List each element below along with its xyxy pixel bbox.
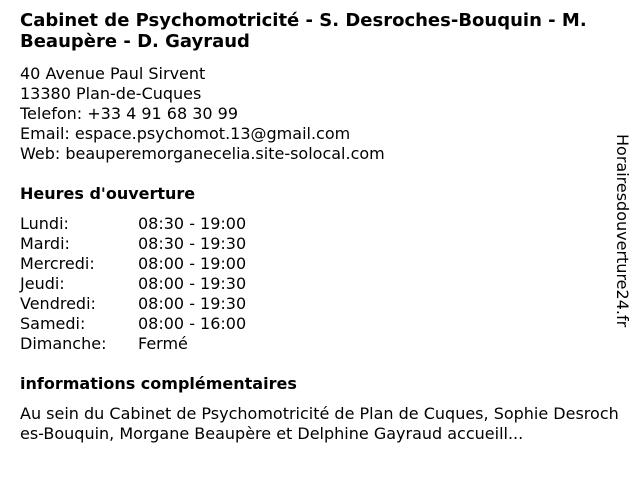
phone-line: Telefon: +33 4 91 68 30 99 <box>20 104 239 123</box>
hours-row-lundi <box>20 214 340 234</box>
info-heading: informations complémentaires <box>20 374 297 393</box>
page-title: Cabinet de Psychomotricité - S. Desroches-Bouquin - M. Beaupère - D. Gayraud <box>20 10 587 52</box>
email-line: Email: espace.psychomot.13@gmail.com <box>20 124 351 143</box>
day-hours: 08:00 - 19:30 <box>138 294 247 313</box>
day-label: Mardi: <box>20 234 70 253</box>
hours-row-dimanche <box>20 334 340 354</box>
day-label: Samedi: <box>20 314 86 333</box>
hours-row-vendredi <box>20 294 340 314</box>
address-street: 40 Avenue Paul Sirvent <box>20 64 206 83</box>
hours-row-mercredi <box>20 254 340 274</box>
site-watermark: Horairesdouverture24.fr <box>613 134 632 328</box>
info-description: Au sein du Cabinet de Psychomotricité de Plan de Cuques, Sophie Desroches-Bouquin, Morgane Beaupère et Delphine Gayraud accueill... <box>20 404 619 443</box>
day-label: Vendredi: <box>20 294 96 313</box>
day-label: Mercredi: <box>20 254 95 273</box>
hours-row-samedi <box>20 314 340 334</box>
opening-hours-table <box>20 214 340 354</box>
day-hours: 08:00 - 19:00 <box>138 254 247 273</box>
hours-row-jeudi <box>20 274 340 294</box>
contact-block <box>20 64 385 164</box>
hours-row-mardi <box>20 234 340 254</box>
day-hours: 08:00 - 16:00 <box>138 314 247 333</box>
day-label: Dimanche: <box>20 334 107 353</box>
hours-heading: Heures d'ouverture <box>20 184 196 203</box>
address-city: 13380 Plan-de-Cuques <box>20 84 202 103</box>
day-label: Jeudi: <box>20 274 65 293</box>
day-label: Lundi: <box>20 214 69 233</box>
day-hours: 08:00 - 19:30 <box>138 274 247 293</box>
day-hours: Fermé <box>138 334 188 353</box>
day-hours: 08:30 - 19:30 <box>138 234 247 253</box>
web-line: Web: beauperemorganecelia.site-solocal.com <box>20 144 385 163</box>
day-hours: 08:30 - 19:00 <box>138 214 247 233</box>
